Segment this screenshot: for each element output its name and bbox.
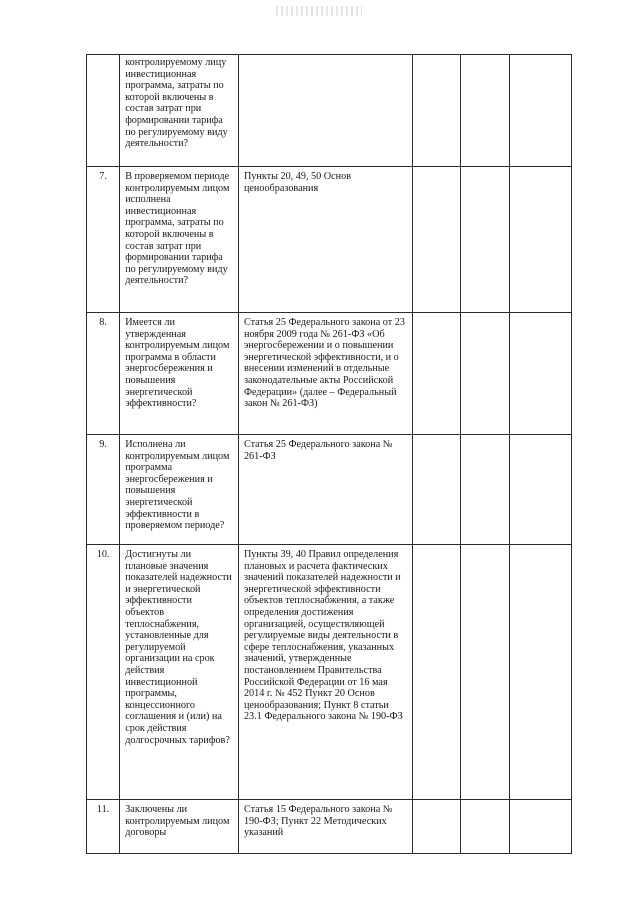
table-row: [87, 55, 572, 167]
scan-artifact: [276, 6, 362, 16]
reference-cell: Пункты 39, 40 Правил определения плановых и расчета фактических значений показателей надежности и энергетической эффективности объектов теплоснабжения, а также определения достижения организацией, осуществляющей регулируемые виды деятельности в сфере теплоснабжения, указанных значений, утвержденные постановлением Правительства Российской Федерации от 16 мая 2014 г. № 452 Пункт 20 Основ ценообразования; Пункт 8 статьи 23.1 Федерального закона № 190-ФЗ: [238, 545, 412, 800]
row-number: 11.: [87, 800, 120, 854]
answer-yes-cell[interactable]: [413, 167, 461, 313]
answer-no-cell[interactable]: [461, 313, 509, 435]
table-row: [87, 435, 572, 545]
reference-cell: Статья 25 Федерального закона от 23 ноября 2009 года № 261-ФЗ «Об энергосбережении и о повышении энергетической эффективности, и о внесении изменений в отдельные законодательные акты Российской Федерации» (далее – Федеральный закон № 261-ФЗ): [238, 313, 412, 435]
answer-na-cell[interactable]: [509, 545, 571, 800]
answer-yes-cell[interactable]: [413, 545, 461, 800]
question-cell: Заключены ли контролируемым лицом договоры: [120, 800, 239, 854]
reference-cell: [238, 55, 412, 167]
question-cell: Исполнена ли контролируемым лицом программа энергосбережения и повышения энергетической эффективности в проверяемом периоде?: [120, 435, 239, 545]
question-cell: В проверяемом периоде контролируемым лицом исполнена инвестиционная программа, затраты по которой включены в состав затрат при формировании тарифа по регулируемому виду деятельности?: [120, 167, 239, 313]
answer-na-cell[interactable]: [509, 435, 571, 545]
table-row: [87, 167, 572, 313]
question-cell: Достигнуты ли плановые значения показателей надежности и энергетической эффективности объектов теплоснабжения, установленные для регулируемой организации на срок действия инвестиционной программы, концессионного соглашения и (или) на срок действия долгосрочных тарифов?: [120, 545, 239, 800]
answer-no-cell[interactable]: [461, 167, 509, 313]
row-number: 8.: [87, 313, 120, 435]
table-row: [87, 800, 572, 854]
answer-na-cell[interactable]: [509, 167, 571, 313]
answer-yes-cell[interactable]: [413, 800, 461, 854]
table-row: [87, 545, 572, 800]
row-number: 9.: [87, 435, 120, 545]
question-cell: контролируемому лицу инвестиционная программа, затраты по которой включены в состав затрат при формировании тарифа по регулируемому виду деятельности?: [120, 55, 239, 167]
row-number: [87, 55, 120, 167]
reference-cell: Пункты 20, 49, 50 Основ ценообразования: [238, 167, 412, 313]
answer-yes-cell[interactable]: [413, 313, 461, 435]
answer-no-cell[interactable]: [461, 435, 509, 545]
answer-no-cell[interactable]: [461, 800, 509, 854]
checklist-table: [86, 54, 572, 854]
question-cell: Имеется ли утвержденная контролируемым лицом программа в области энергосбережения и повышения энергетической эффективности?: [120, 313, 239, 435]
answer-no-cell[interactable]: [461, 55, 509, 167]
answer-yes-cell[interactable]: [413, 55, 461, 167]
table-row: [87, 313, 572, 435]
answer-no-cell[interactable]: [461, 545, 509, 800]
reference-cell: Статья 15 Федерального закона № 190-ФЗ; Пункт 22 Методических указаний: [238, 800, 412, 854]
reference-cell: Статья 25 Федерального закона № 261-ФЗ: [238, 435, 412, 545]
answer-na-cell[interactable]: [509, 55, 571, 167]
row-number: 10.: [87, 545, 120, 800]
answer-na-cell[interactable]: [509, 313, 571, 435]
row-number: 7.: [87, 167, 120, 313]
answer-yes-cell[interactable]: [413, 435, 461, 545]
answer-na-cell[interactable]: [509, 800, 571, 854]
